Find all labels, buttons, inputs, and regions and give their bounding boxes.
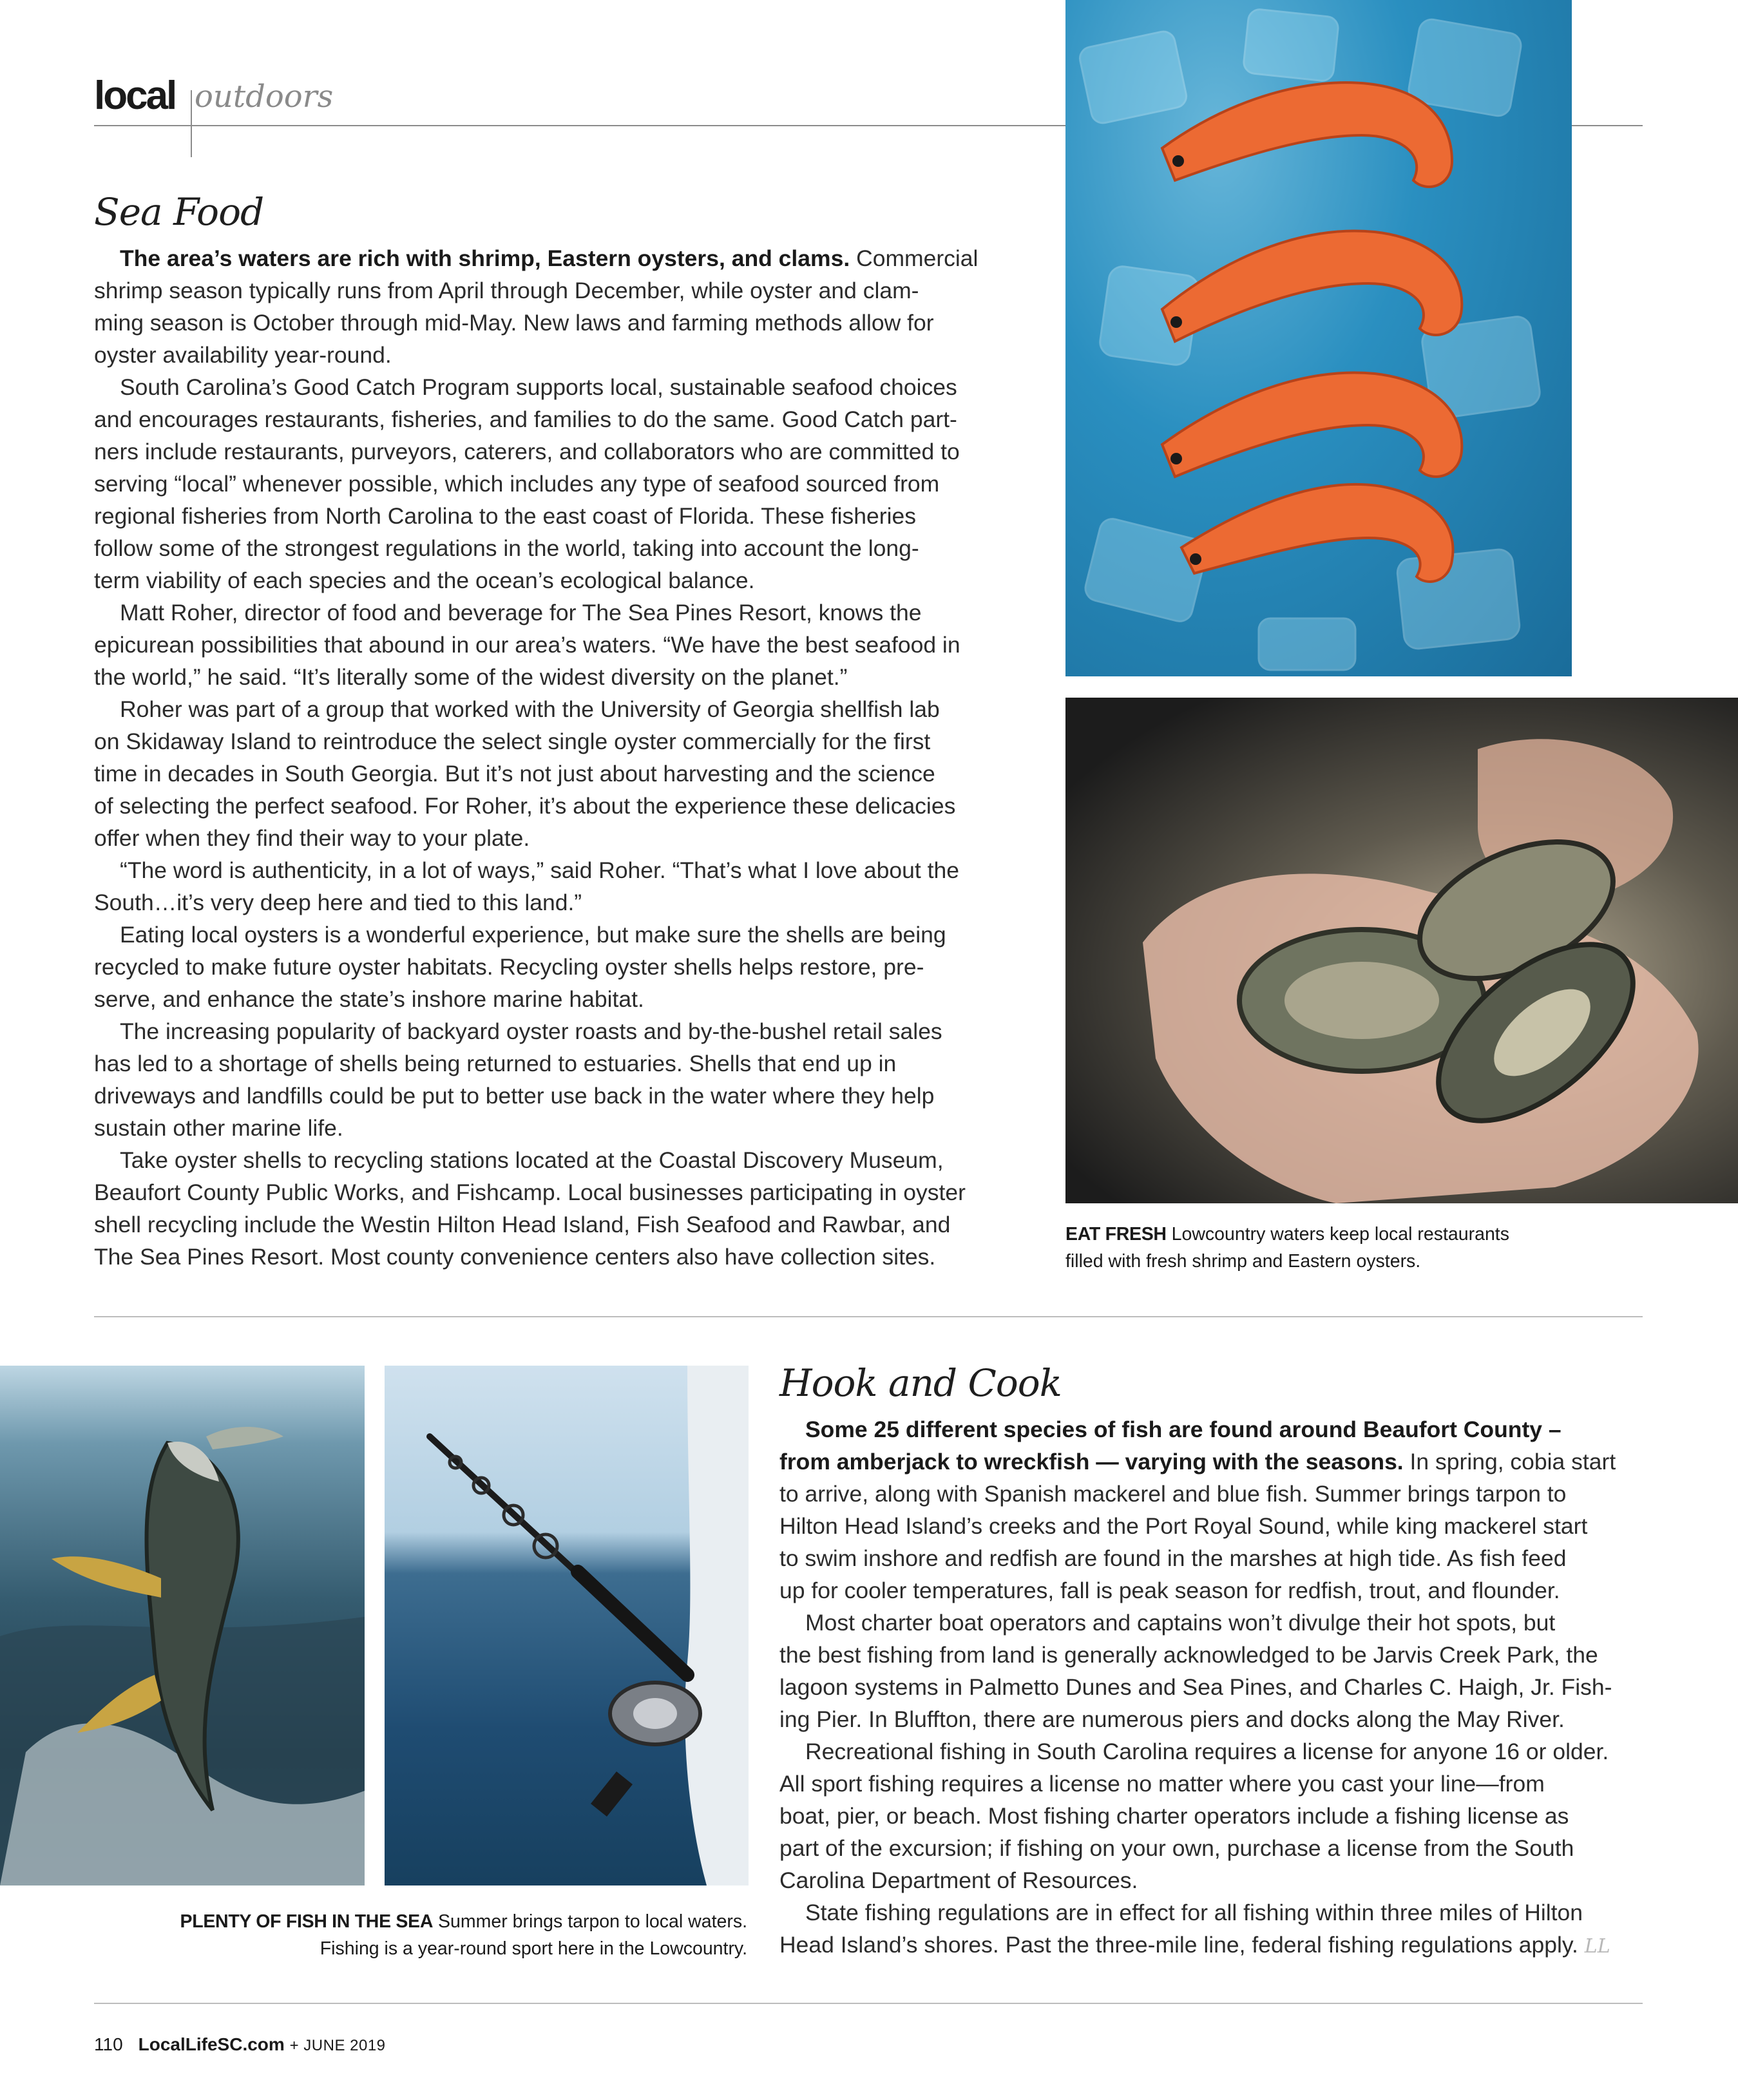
oysters-illustration — [1065, 698, 1738, 1203]
text-line — [94, 242, 1009, 274]
page-number: 110 — [94, 2034, 123, 2054]
lead-in: from amberjack to wreckfish — varying with the seasons. — [779, 1449, 1404, 1475]
text-line — [94, 1080, 1009, 1112]
text-line — [779, 1478, 1646, 1510]
text-line — [94, 1241, 1009, 1273]
line-text: boat, pier, or beach. Most fishing charter operators include a fishing license as — [779, 1803, 1569, 1829]
text-line — [779, 1639, 1646, 1671]
line-text: the best fishing from land is generally acknowledged to be Jarvis Creek Park, the — [779, 1642, 1598, 1668]
text-line — [94, 951, 1009, 983]
caption-text: filled with fresh shrimp and Eastern oysters. — [1065, 1251, 1421, 1272]
line-text: Most charter boat operators and captains won’t divulge their hot spots, but — [805, 1610, 1556, 1636]
line-text: part of the excursion; if fishing on your own, purchase a license from the South — [779, 1835, 1574, 1861]
page-footer — [94, 2036, 386, 2054]
text-line — [94, 435, 1009, 468]
text-line — [94, 725, 1009, 758]
line-text: sustain other marine life. — [94, 1115, 343, 1141]
line-text: epicurean possibilities that abound in our area’s waters. “We have the best seafood in — [94, 632, 960, 658]
hook-and-cook-heading: Hook and Cook — [779, 1361, 1062, 1405]
footer-site[interactable]: LocalLifeSC.com — [138, 2034, 285, 2054]
fishing-rod-illustration — [385, 1366, 749, 1885]
text-line — [779, 1671, 1646, 1703]
text-line — [94, 339, 1009, 371]
caption-label: PLENTY OF FISH IN THE SEA — [180, 1911, 434, 1932]
text-line — [94, 919, 1009, 951]
line-text: Take oyster shells to recycling stations located at the Coastal Discovery Museum, — [120, 1147, 944, 1173]
text-line — [779, 1864, 1646, 1896]
text-line — [94, 854, 1009, 886]
text-line — [94, 1015, 1009, 1047]
header-divider — [191, 90, 192, 157]
line-text: of selecting the perfect seafood. For Roher, it’s about the experience these delicacies — [94, 793, 956, 819]
text-line — [779, 1574, 1646, 1607]
text-line — [94, 1144, 1009, 1176]
line-text: Eating local oysters is a wonderful experience, but make sure the shells are being — [120, 922, 946, 948]
line-text: recycled to make future oyster habitats. Recycling oyster shells helps restore, pre- — [94, 954, 924, 980]
line-text: Carolina Department of Resources. — [779, 1867, 1138, 1893]
end-mark: LL — [1584, 1935, 1610, 1958]
footer-date: + JUNE 2019 — [289, 2037, 386, 2054]
text-line — [94, 1208, 1009, 1241]
line-text: Commercial — [850, 245, 979, 271]
line-text: Beaufort County Public Works, and Fishcamp. Local businesses participating in oyster — [94, 1179, 966, 1205]
line-text: time in decades in South Georgia. But it’s not just about harvesting and the science — [94, 761, 935, 787]
line-text: oyster availability year-round. — [94, 342, 392, 368]
line-text: “The word is authenticity, in a lot of ways,” said Roher. “That’s what I love about the — [120, 857, 959, 883]
text-line — [779, 1413, 1646, 1446]
line-text: Head Island’s shores. Past the three-mile line, federal fishing regulations apply. — [779, 1932, 1578, 1958]
text-line — [94, 1112, 1009, 1144]
caption-text: Summer brings tarpon to local waters. — [438, 1911, 747, 1932]
line-text: to swim inshore and redfish are found in the marshes at high tide. As fish feed — [779, 1545, 1567, 1571]
line-text: ing Pier. In Bluffton, there are numerous piers and docks along the May River. — [779, 1706, 1565, 1732]
text-line — [94, 371, 1009, 403]
line-text: has led to a shortage of shells being returned to estuaries. Shells that end up in — [94, 1051, 897, 1076]
text-line — [779, 1929, 1646, 1963]
line-text: The increasing popularity of backyard oyster roasts and by-the-bushel retail sales — [120, 1018, 942, 1044]
line-text: ners include restaurants, purveyors, caterers, and collaborators who are committed to — [94, 439, 960, 464]
caption-text: Lowcountry waters keep local restaurants — [1171, 1224, 1509, 1245]
text-line — [94, 629, 1009, 661]
text-line — [779, 1607, 1646, 1639]
fishing-rod-photo — [385, 1366, 749, 1885]
text-line — [94, 693, 1009, 725]
text-line — [94, 822, 1009, 854]
text-line — [779, 1768, 1646, 1800]
sea-food-heading: Sea Food — [94, 190, 264, 234]
text-line — [94, 790, 1009, 822]
text-line — [779, 1735, 1646, 1768]
text-line — [94, 468, 1009, 500]
line-text: to arrive, along with Spanish mackerel and blue fish. Summer brings tarpon to — [779, 1481, 1567, 1507]
text-line — [94, 274, 1009, 307]
line-text: on Skidaway Island to reintroduce the select single oyster commercially for the first — [94, 729, 931, 754]
text-line — [94, 886, 1009, 919]
line-text: driveways and landfills could be put to better use back in the water where they help — [94, 1083, 935, 1109]
section-name: outdoors — [195, 79, 334, 115]
line-text: South…it’s very deep here and tied to this land.” — [94, 890, 582, 915]
line-text: lagoon systems in Palmetto Dunes and Sea Pines, and Charles C. Haigh, Jr. Fish- — [779, 1674, 1612, 1700]
text-line — [94, 1047, 1009, 1080]
line-text: All sport fishing requires a license no matter where you cast your line—from — [779, 1771, 1545, 1797]
line-text: and encourages restaurants, fisheries, and families to do the same. Good Catch part- — [94, 406, 957, 432]
line-text: State fishing regulations are in effect for all fishing within three miles of Hilton — [805, 1900, 1583, 1925]
brand-logo: local — [94, 73, 176, 118]
hook-and-cook-body — [779, 1413, 1646, 1963]
lead-in: Some 25 different species of fish are found around Beaufort County – — [805, 1417, 1561, 1442]
shrimp-illustration — [1065, 0, 1572, 676]
line-text: Recreational fishing in South Carolina requires a license for anyone 16 or older. — [805, 1739, 1609, 1764]
text-line — [94, 597, 1009, 629]
tarpon-illustration — [0, 1366, 365, 1885]
line-text: up for cooler temperatures, fall is peak season for redfish, trout, and flounder. — [779, 1578, 1560, 1603]
text-line — [779, 1703, 1646, 1735]
text-line — [779, 1510, 1646, 1542]
line-text: ming season is October through mid-May. New laws and farming methods allow for — [94, 310, 934, 336]
text-line — [779, 1542, 1646, 1574]
line-text: regional fisheries from North Carolina to the east coast of Florida. These fisheries — [94, 503, 916, 529]
sea-food-body — [94, 242, 1009, 1273]
fish-caption — [129, 1908, 747, 1962]
text-line — [94, 564, 1009, 597]
text-line — [94, 403, 1009, 435]
line-text: Hilton Head Island’s creeks and the Port Royal Sound, while king mackerel start — [779, 1513, 1588, 1539]
line-text: shell recycling include the Westin Hilton Head Island, Fish Seafood and Rawbar, and — [94, 1212, 951, 1237]
text-line — [779, 1800, 1646, 1832]
text-line — [94, 661, 1009, 693]
line-text: Roher was part of a group that worked with the University of Georgia shellfish lab — [120, 696, 940, 722]
footer-rule — [94, 2003, 1643, 2004]
line-text: serve, and enhance the state’s inshore marine habitat. — [94, 986, 644, 1012]
line-text: term viability of each species and the ocean’s ecological balance. — [94, 568, 755, 593]
line-text: Matt Roher, director of food and beverage for The Sea Pines Resort, knows the — [120, 600, 922, 625]
line-text: The Sea Pines Resort. Most county convenience centers also have collection sites. — [94, 1244, 936, 1270]
text-line — [94, 532, 1009, 564]
line-text: the world,” he said. “It’s literally some of the widest diversity on the planet.” — [94, 664, 848, 690]
oysters-photo — [1065, 698, 1738, 1203]
text-line — [779, 1832, 1646, 1864]
caption-text: Fishing is a year-round sport here in the Lowcountry. — [320, 1938, 747, 1959]
line-text: offer when they find their way to your plate. — [94, 825, 530, 851]
shrimp-photo — [1065, 0, 1572, 676]
tarpon-photo — [0, 1366, 365, 1885]
eat-fresh-caption — [1065, 1221, 1581, 1275]
section-divider — [94, 1316, 1643, 1317]
text-line — [94, 500, 1009, 532]
text-line — [94, 758, 1009, 790]
text-line — [779, 1896, 1646, 1929]
text-line — [94, 1176, 1009, 1208]
line-text: follow some of the strongest regulations in the world, taking into account the long- — [94, 535, 919, 561]
line-text: serving “local” whenever possible, which includes any type of seafood sourced from — [94, 471, 940, 497]
line-text: shrimp season typically runs from April through December, while oyster and clam- — [94, 278, 919, 303]
text-line — [94, 983, 1009, 1015]
text-line — [779, 1446, 1646, 1478]
lead-in: The area’s waters are rich with shrimp, Eastern oysters, and clams. — [120, 245, 850, 271]
text-line — [94, 307, 1009, 339]
line-text: In spring, cobia start — [1403, 1449, 1616, 1475]
caption-label: EAT FRESH — [1065, 1224, 1167, 1245]
line-text: South Carolina’s Good Catch Program supports local, sustainable seafood choices — [120, 374, 957, 400]
